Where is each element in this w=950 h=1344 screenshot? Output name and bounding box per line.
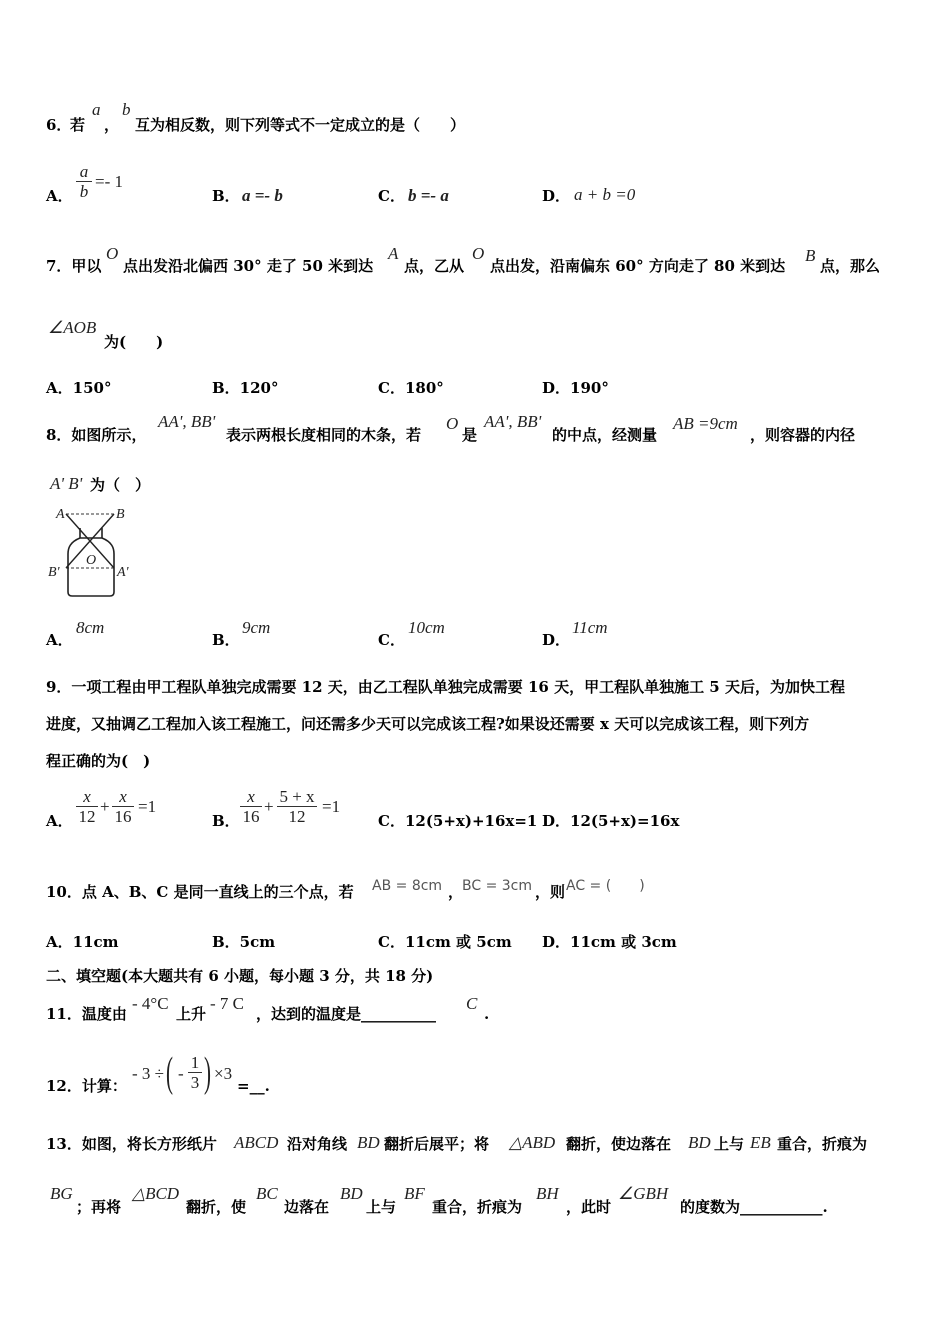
q12-fraction [188, 1053, 202, 1092]
numerator: 1 [190, 1053, 200, 1072]
q8-text-5: 为（ ） [90, 476, 151, 494]
q6-text: 互为相反数，则下列等式不一定成立的是（ ） [135, 116, 466, 134]
q7-text-4: 点，那么 [820, 257, 881, 275]
q9-line-3: 程正确的为( ) [46, 752, 151, 770]
q7-number: 7．甲以 [46, 257, 102, 275]
fig-label-b2: B' [48, 565, 60, 580]
q7-option-c: C．180° [378, 379, 444, 397]
q13-text-12: ，此时 [566, 1198, 612, 1216]
q13-bg: BG [50, 1184, 73, 1203]
q12-times: ×3 [214, 1064, 233, 1083]
q10-option-a: A．11cm [46, 933, 119, 951]
q7-point-o1: O [106, 244, 119, 263]
q7-option-d: D．190° [542, 379, 609, 397]
q13-eb: EB [750, 1133, 771, 1152]
q13-text-9: 边落在 [284, 1198, 330, 1216]
q11-end: . [484, 1005, 490, 1023]
q6-option-b: a =- b [242, 186, 283, 205]
q8-text-3: 的中点，经测量 [552, 426, 658, 444]
q10-option-d: D．11cm 或 3cm [542, 933, 677, 951]
q7-point-a: A [388, 244, 399, 263]
fig-label-a: A [56, 507, 65, 522]
q11-text: 11．温度由 [46, 1005, 127, 1023]
denominator: 12 [78, 807, 96, 826]
q12-rest: =__. [237, 1077, 270, 1095]
q9-option-a-label: A． [46, 812, 73, 830]
fig-label-o: O [86, 553, 97, 568]
q10-text: 10．点 A、B、C 是同一直线上的三个点，若 [46, 883, 354, 901]
q8-number: 8．如图所示， [46, 426, 147, 444]
q7-point-b: B [805, 246, 816, 265]
q6-option-c: b =- a [408, 186, 449, 205]
q13-text-10: 上与 [366, 1198, 397, 1216]
q12-dividend: - 3 ÷ [132, 1064, 164, 1083]
left-paren: ( [166, 1050, 173, 1096]
q13-text-8: 翻折，使 [186, 1198, 247, 1216]
q10-separator: ， [448, 883, 464, 901]
q9-option-b-plus: + [264, 797, 274, 816]
q7-point-o2: O [472, 244, 485, 263]
q8-point-o: O [446, 414, 459, 433]
q9-option-b-label: B． [212, 812, 240, 830]
q13-bd-3: BD [340, 1184, 363, 1203]
q6-option-a-numerator: a [79, 162, 89, 181]
right-paren: ) [204, 1050, 211, 1096]
q8-option-c: 10cm [408, 618, 445, 637]
q9-line-2: 进度，又抽调乙工程加入该工程施工，问还需多少天可以完成该工程?如果设还需要 x 天可以完成该工程，则下列方 [46, 715, 810, 733]
q8-equation: AB =9cm [673, 414, 738, 433]
numerator: x [119, 787, 127, 806]
q6-option-b-label: B． [212, 187, 240, 205]
q13-text-2: 沿对角线 [287, 1135, 348, 1153]
q11-rise-amount: - 7 C [210, 994, 244, 1013]
q12-text: 12．计算： [46, 1077, 127, 1095]
q6-option-d: a + b =0 [574, 185, 636, 204]
q13-bd-2: BD [688, 1133, 711, 1152]
q8-container-figure [44, 500, 140, 600]
numerator: x [83, 787, 91, 806]
q9-option-a-rest: =1 [138, 797, 157, 816]
denominator: 16 [242, 807, 260, 826]
q9-option-b-rest: =1 [322, 797, 341, 816]
q13-text-6: 重合，折痕为 [777, 1135, 868, 1153]
q8-text-2: 是 [462, 426, 478, 444]
q6-if: 若 [70, 116, 86, 134]
q7-text-3: 点出发，沿南偏东 60° 方向走了 80 米到达 [490, 257, 786, 275]
denominator: 16 [114, 807, 132, 826]
q13-text-13: 的度数为___________. [680, 1198, 828, 1216]
q7-text-2: 点，乙从 [404, 257, 465, 275]
q11-rest: ，达到的温度是__________ [256, 1005, 437, 1023]
q8-option-c-label: C． [378, 631, 405, 649]
q13-text-4: 翻折，使边落在 [566, 1135, 672, 1153]
denominator: 12 [288, 807, 306, 826]
q9-option-b-fraction-2 [277, 787, 317, 826]
q6-option-c-label: C． [378, 187, 405, 205]
q13-angle-gbh: ∠GBH [618, 1184, 669, 1203]
q13-bd: BD [357, 1133, 380, 1152]
fig-label-b: B [116, 507, 125, 522]
q11-start-temp: - 4°C [132, 994, 169, 1013]
q13-bf: BF [404, 1184, 425, 1203]
fig-label-a2: A' [117, 565, 129, 580]
q13-text-3: 翻折后展平；将 [384, 1135, 490, 1153]
q13-text-5: 上与 [714, 1135, 745, 1153]
q7-text-5: 为( ) [104, 333, 164, 351]
q7-option-b: B．120° [212, 379, 279, 397]
q7-angle-aob: ∠AOB [48, 318, 97, 337]
q8-option-d: 11cm [572, 618, 608, 637]
q9-option-a-fraction-1 [76, 787, 98, 826]
q6-var-b: b [122, 100, 131, 119]
q10-then: ，则 [535, 883, 566, 901]
numerator: x [247, 787, 255, 806]
denominator: 3 [190, 1073, 200, 1092]
q13-abcd: ABCD [234, 1133, 279, 1152]
q9-option-b-fraction-1 [240, 787, 262, 826]
q10-option-b: B．5cm [212, 933, 276, 951]
q7-text-1: 点出发沿北偏西 30° 走了 50 米到达 [123, 257, 374, 275]
q6-option-a-label: A． [46, 187, 73, 205]
q10-bc-length: BC = 3cm [462, 878, 533, 894]
q8-segment-a2b2: A' B' [50, 474, 83, 493]
q6-option-d-label: D． [542, 187, 571, 205]
q11-up: 上升 [176, 1005, 207, 1023]
q8-option-b: 9cm [242, 618, 271, 637]
q6-comma: ， [104, 116, 120, 134]
q8-option-a: 8cm [76, 618, 105, 637]
q6-number: 6． [46, 116, 72, 134]
q6-option-a-denominator: b [79, 182, 89, 201]
numerator: 5 + x [279, 787, 315, 806]
q9-option-a-fraction-2 [112, 787, 134, 826]
q10-ab-length: AB = 8cm [372, 878, 443, 894]
q13-bc: BC [256, 1184, 278, 1203]
q6-var-a: a [92, 100, 101, 119]
q10-ac-blank: AC = ( ) [566, 878, 645, 894]
q8-option-b-label: B． [212, 631, 240, 649]
q8-text-1: 表示两根长度相同的木条，若 [226, 426, 422, 444]
q12-minus: - [178, 1064, 184, 1083]
q8-option-d-label: D． [542, 631, 571, 649]
q13-text-7: ；再将 [76, 1198, 122, 1216]
q7-option-a: A．150° [46, 379, 112, 397]
q8-option-a-label: A． [46, 631, 73, 649]
q8-segments-2: AA', BB' [484, 412, 542, 431]
q9-option-d: D．12(5+x)=16x [542, 812, 680, 830]
q13-bh: BH [536, 1184, 559, 1203]
section-2-heading: 二、填空题(本大题共有 6 小题，每小题 3 分，共 18 分) [46, 967, 434, 985]
q9-option-a-plus: + [100, 797, 110, 816]
q6-option-a-rest: =- 1 [95, 172, 123, 191]
q13-triangle-abd: △ABD [509, 1133, 556, 1152]
q8-text-4: ，则容器的内径 [750, 426, 856, 444]
q6-option-a-fraction [76, 162, 92, 201]
q13-text-1: 13．如图，将长方形纸片 [46, 1135, 217, 1153]
q13-text-11: 重合，折痕为 [432, 1198, 523, 1216]
q9-line-1: 9．一项工程由甲工程队单独完成需要 12 天，由乙工程队单独完成需要 16 天，甲工程队单独施工 5 天后，为加快工程 [46, 678, 845, 696]
q9-option-c: C．12(5+x)+16x=1 [378, 812, 538, 830]
q11-unit: C [466, 994, 478, 1013]
q10-option-c: C．11cm 或 5cm [378, 933, 512, 951]
q8-segments-1: AA', BB' [158, 412, 216, 431]
q13-triangle-bcd: △BCD [132, 1184, 180, 1203]
